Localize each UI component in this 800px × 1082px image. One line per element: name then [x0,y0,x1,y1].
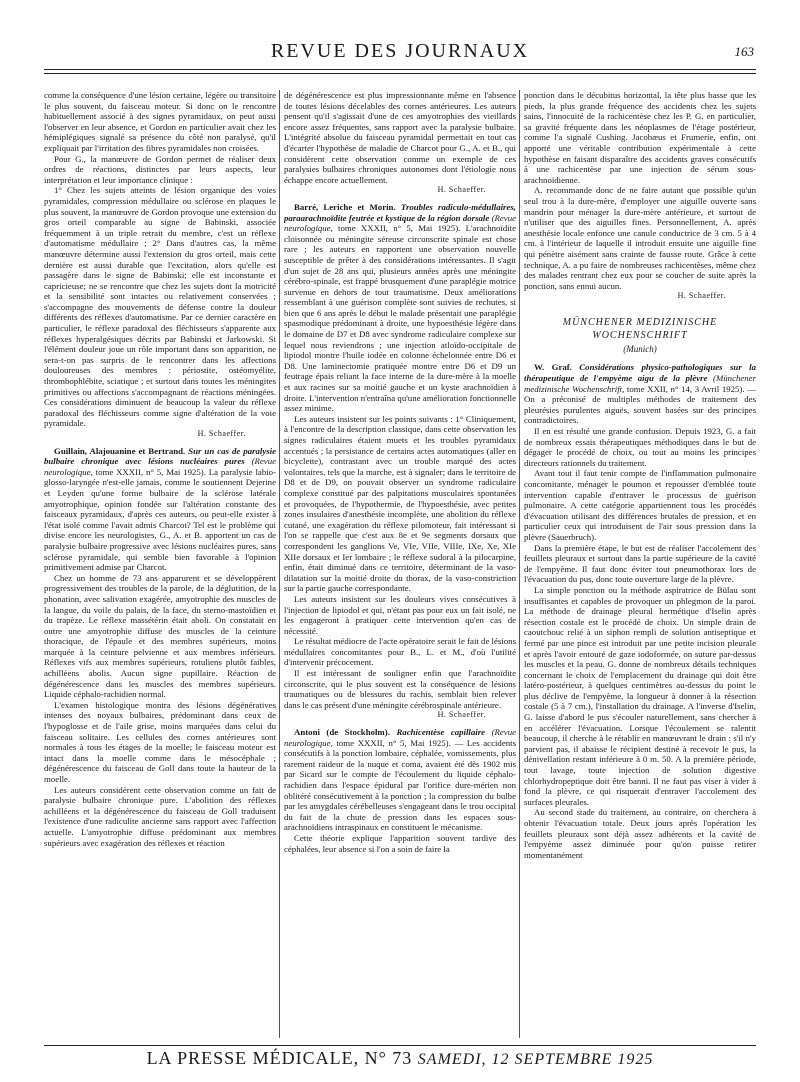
paragraph: Le résultat médiocre de l'acte opératoire serait le fait de lésions médullaires concomitantes pour B., L. et M., d'où l'utilité d'intervenir précocement. [284,636,516,668]
paragraph: de dégénérescence est plus impressionnante même en l'absence de toutes lésions décelables des cornes antérieures. Les auteurs pensent qu'il s'agissait d'une de ces amyotrophies des vieillards encore assez fréquentes, sans rapport avec la paralysie bulbaire. L'intégrité absolue du faisceau pyramidal permettait en tout cas d'écarter l'hypothèse de maladie de Charcot pour G., A. et B., qui considèrent cette observation comme un exemple de ces paralysies bulbaires chroniques autonomes dont l'étiologie nous échappe encore actuellement. [284,90,516,185]
entry-authors: Guillain, Alajouanine et Bertrand. [54,445,186,456]
column-2 [284,90,516,1038]
entry-source: (Revue neurologique, [284,212,516,234]
column-divider [519,90,520,1038]
entry-title: Considérations physico-pathologiques sur la thérapeutique de l'empyème aigu de la plèvre [524,362,756,384]
paragraph: ponction dans le décubitus horizontal, la tête plus basse que les pieds, la plus grande fréquence des accidents chez les sujets sains, l'innocuité de la rachicentèse chez les P. G. en particulier, sa gravité fréquente dans les néoplasmes de l'étage postérieur, comme l'a signalé Cushing. Jacobæus et Frumerie, enfin, ont apporté une véritable contribution expérimentale à cette hypothèse en faisant disparaître des accidents graves consécutifs à une rachicentèse par une injection de sérum sous-arachnoïdienne. [524,90,756,185]
journal-city: (Munich) [623,343,657,354]
page-number: 163 [734,44,754,59]
entry-title: Sur un cas de paralysie bulbaire chronique avec lésions nucléaires pures [44,445,276,467]
paragraph: Au second stade du traitement, au contraire, on cherchera à obtenir l'évacuation totale. Deux jours après l'opération les feuillets pleuraux sont déjà assez adhérents et la cavité de l'empyème assez diminuée pour qu'on puisse retirer momentanément [524,807,756,860]
entry-reference: tome XXXII, n° 5, Mai 1925). — [336,737,464,748]
paragraph: Les auteurs insistent sur les douleurs vives consécutives à l'injection de lipiodol et qui, n'étant pas pour eux un fait isolé, ne les engageront à pratiquer cette intervention qu'en cas de nécessité. [284,593,516,636]
paragraph: Avant tout il faut tenir compte de l'inflammation pulmonaire concomitante, ménager le poumon et repousser d'emblée toute intervention capable d'entraver le processus de guérison pulmonaire. A cette catégorie appartiennent tous les procédés d'évacuation utilisant des différences brutales de pression, et en particulier ceux qui introduisent de l'air sous pression dans la plèvre (Sauerbruch). [524,468,756,542]
review-entry [524,362,756,860]
entry-authors: Barré, Leriche et Morin. [294,201,396,212]
review-entry [284,727,516,854]
entry-title: Troubles radiculo-médullaires, paraarachnoïdite feutrée et kystique de la région dorsale [284,201,516,223]
entry-text: Les accidents consécutifs à la ponction lombaire, céphalée, vomissements, plus rarement raideur de la nuque et coma, avaient été dès 1902 mis par Sicard sur le compte de l'écoulement du liquide céphalo-rachidien dans l'espace épidural par l'orifice dure-mérien non oblitéré consécutivement à la ponction ; la compression du bulbe par les amygdales cérébelleuses s'engageant dans le trou occipital du fait de la chute de pression dans les espaces sous-arachnoïdiens intraspinaux en constituent le mécanisme. [284,737,516,833]
entry-reference: tome XXII, n° 14, 3 Avril 1925). — [626,383,756,394]
entry-text: L'arachnoïdite cloisonnée ou méningite séreuse circonscrite spinale est chose rare ; les auteurs en rapportent une observation nouvelle susceptible de prêter à des considérations intéressantes. Il s'agit d'un sujet de 28 ans qui, plusieurs années après une méningite cérébro-spinale, est frappé brusquement d'une paraplégie motrice survenue en dehors de tout traumatisme. Deux améliorations ressemblant à une guérison complète sont suivies de rechutes, si bien que 6 ans après le début le malade présentait une paraplégie spasmodique prédominant à droite, une hypoesthésie légère dans le domaine de D7 et D8 avec syndrome radiculaire complexe sur lequel nous reviendrons ; une injection atloïdo-occipitale de lipiodol montre l'huile iodée en colonne échelonnée entre D6 et D8. Une laminectomie pratiquée montre entre D6 et D9 un feutrage épais reliant la face interne de la dure-mère à la moelle et aux racines sur sa moitié gauche et un kyste arachnoïdien à droite. L'intervention n'entraîna qu'une amélioration fonctionnelle assez minime. [284,223,516,414]
paragraph: La simple ponction ou la méthode aspiratrice de Bülau sont insuffisantes et capables de provoquer un phlegmon de la paroi. La méthode de drainage pleural hermétique d'Iselin après résection costale est le procédé de choix. Un simple drain de caoutchouc relié à un siphon rempli de solution antiseptique et fermé par une pince est introduit par une petite incision pleurale et après l'avoir entouré de gaze iodoformée, on suture par-dessus les muscles et la peau. G. donne de nombreux détails techniques concernant le choix de l'emplacement du drainage qui doit être latéro-postérieur, à quelques centimètres au-dessus du point le plus déclive de l'empyème, la longueur à donner à la résection costale (5 à 7 cm.), l'installation du drainage. A l'inverse d'Iselin, G. laisse d'abord le pus s'écouler naturellement, sans chercher à en accélérer l'évacuation. Lorsque l'écoulement se ralentit beaucoup, il cherche à le rétablir en manœuvrant le drain : s'il n'y parvient pas, il abaisse le récipient destiné à recevoir le pus, la dénivellation restant inférieure à 0 m. 50. A la première période, tout lavage, toute injection de solution digestive chlorhydropeptique doit être banni. Il ne faut pas viser à vider à fond la plèvre, ce qui risquerait d'entraver l'accolement des surfaces pleurales. [524,584,756,807]
entry-source: (Münchener medizinische Wochenschrift, [524,373,756,394]
footer-publication: LA PRESSE MÉDICALE, [146,1048,360,1068]
footer-date: SAMEDI, 12 SEPTEMBRE 1925 [417,1051,654,1068]
paragraph: comme la conséquence d'une lésion certaine, légère ou transitoire le plus souvent, du faisceau moteur. Si donc on le rencontre habituellement associé à des signes pyramidaux, on peut aussi l'observer en leur absence, et Gordon en particulier avait chez les hémiplégiques signalé sa présence du côté non paralysé, qu'il expliquait par l'irritation des fibres pyramidales non croisées. [44,90,276,153]
footer [0,1048,800,1069]
review-entry [44,446,276,849]
paragraph: Il en est résulté une grande confusion. Depuis 1923, G. a fait de nombreux essais thérapeutiques méthodiques dans le but de dégager le procédé de choix, ou tout au moins les principes directeurs rationnels du traitement. [524,426,756,468]
paragraph: Les auteurs considèrent cette observation comme un fait de paralysie bulbaire chronique pure. L'abolition des réflexes achilléens et la dégénérescence du faisceau de Goll traduisent l'existence d'une radiculite ancienne sans rapport avec l'affection actuelle. L'amyotrophie diffuse prédominant aux membres supérieurs avec exagération des réflexes et réaction [44,784,276,848]
paragraph: 1° Chez les sujets atteints de lésion organique des voies pyramidales, compression médullaire ou sclérose en plaques le plus souvent, la manœuvre de Gordon provoque une extension du gros orteil comparable au signe de Babinski, associée fréquemment à un triple retrait du membre, c'est un réflexe d'automatisme médullaire ; 2° Dans d'autres cas, la même manœuvre détermine aussi l'extension du gros orteil, mais cette dernière est aussi durable que l'excitation, alors qu'elle est passagère dans le signe de Babinski; elle est inconstante et capricieuse; ne se rencontre que chez les sujets dont la motricité et la sensibilité sont intactes ou relativement conservées ; s'accompagne des mouvements de défense contre la douleur différents des réflexes d'automatisme. Par ce dernier caractère en particulier, le réflexe paradoxal des fléchisseurs s'apparente aux réflexes hyperalgésiques décrits par Babinski et Jarkowski. Si l'élément douleur joue un rôle important dans son apparition, ne sera-t-on pas surpris de le rencontrer dans les affections douloureuses des membres : périostite, ostéomyélite, thrombophlébite, sciatique ; et surtout dans toutes les méningites primitives ou affections s'accompagnant de réactions méningées. Ces considérations diminuent de beaucoup la valeur du réflexe paradoxal des fléchisseurs comme signe d'altération de la voie pyramidale. [44,185,276,429]
paragraph: Dans la première étape, le but est de réaliser l'accolement des feuillets pleuraux et surtout dans la partie supérieure de la cavité de l'empyème. Il faut donc éviter tout pneumothorax lors de l'évacuation du pus, donc toute ouverture large de la plèvre. [524,542,756,585]
paragraph: Il est intéressant de souligner enfin que l'arachnoïdite circonscrite, qui le plus souvent est la conséquence de lésions traumatiques ou de blessures du rachis, semblait bien relever dans le cas présent d'une méningite cérébrospinale antérieure. [284,668,516,710]
entry-title: Rachicentèse capillaire [396,727,486,738]
footer-issue: N° 73 [364,1048,413,1068]
paragraph: A. recommande donc de ne faire autant que possible qu'un seul trou à la dure-mère, d'employer une aiguille ouverte sans mandrin pour ménager la dure-mère antérieure, et surtout de n'utiliser que des aiguilles fines. Personnellement, A. après anesthésie locale enfonce une canule conductrice de 3 cm. 5 à 4 cm. à l'intérieur de laquelle il introduit ensuite une aiguille fine qui pénètre aisément sans crainte de fausse route. Grâce à cette technique, A. a pu faire de nombreuses rachicentèses, même chez des malades rentrant chez eux pour se coucher de suite après la ponction, sans ennui aucun. [524,185,756,291]
column-3 [524,90,756,1038]
paragraph: Cette théorie explique l'apparition souvent tardive des céphalées, leur absence si l'on a soin de faire la [284,832,516,854]
entry-text: La paralysie labio-glosso-laryngée n'est-elle jamais, comme le soutiennent Dejerine et Leyden qu'une forme bulbaire de la sclérose latérale amyotrophique, opinion fondée sur l'altération constante des faisceaux pyramidaux, d'après ces auteurs, ou peut-elle exister à l'état isolé comme l'avait admis Charcot? Tel est le problème qui divise encore les neurologistes, G., A. et B. apportent un cas de paralysie bulbaire progressive avec lésions nucléaires pures, sans sclérose pyramidale, qui semble bien favorable à l'opinion primitivement admise par Charcot. [44,466,276,573]
paragraph: Chez un homme de 73 ans apparurent et se développèrent progressivement des troubles de la parole, de la déglutition, de la phonation, avec salivation exagérée, amyotrophie des muscles de la langue, du voile du palais, de la face, du sterno-mastoïdien et du trapèze. Le réflexe massétérin était aboli. On constatait en outre une amyotrophie diffuse des muscles de la ceinture thoracique, de l'épaule et des membres supérieurs, moins marquée à la ceinture pelvienne et aux membres inférieurs. Réflexes vifs aux membres supérieurs, rotuliens plutôt faibles, achilléens abolis. Aucun signe pupillaire. Réaction de dégénérescence dans les muscles des membres supérieurs. Liquide céphalo-rachidien normal. [44,572,276,700]
journal-heading: MÜNCHENER MEDIZINISCHE WOCHENSCHRIFT [562,316,718,341]
running-head: REVUE DES JOURNAUX [270,40,530,62]
entry-reference: tome XXXII, n° 5, Mai 1925). [95,466,206,477]
header-rule-thin [44,73,756,74]
signature: H. Schaeffer. [437,710,486,720]
paragraph: L'examen histologique montra des lésions dégénératives intenses des noyaux bulbaires, prédominant dans ceux de l'hypoglosse et de l'aile grise, moins marquées dans celui du faisceau solitaire. Les cellules des cornes antérieures sont normales à tous les étages de la moelle; le faisceau moteur est intact dans la moelle comme dans le mésocéphale ; dégénérescence du faisceau de Goll dans toute la hauteur de la moelle. [44,699,276,784]
column-divider [279,90,280,1038]
entry-source: (Revue neurologique, [44,456,276,477]
signature: H. Schaeffer. [197,429,246,438]
paragraph: Les auteurs insistent sur les points suivants : 1° Cliniquement, à l'encontre de la description classique, dans cette observation les signes radiculaires étaient muets et les troubles pyramidaux accentués ; la persistance de certains actes automatiques (aller en bicyclette), contrastant avec un trouble marqué des actes volontaires, tels que la marche, est à signaler; dans le territoire de D8 et de D9, on pouvait observer un syndrome radiculaire complexe constitué par des palpitations musculaires spontanées et provoquées, de l'hypothermie, de l'hypoesthésie, avec petites zones insulaires d'anesthésie incomplète, une abolition du réflexe cutané, une exagération du réflexe pilomoteur, fait intéressant si l'on se rappelle que c'est aux 8e et 9e segments dorsaux que correspondent les ganglions Ve, VIe, VIIe, VIIIe, IXe, Xe, XIe XIIe dorsaux et Ier lombaire ; le réflexe sudoral à la pilocarpine, enfin, était diminué dans ce territoire, déterminant de la vaso-dilatation sur la moitié droite du thorax, de la vaso-constriction sur la partie gauche correspondante. [284,413,516,594]
column-1 [44,90,276,1038]
paragraph: Pour G., la manœuvre de Gordon permet de réaliser deux ordres de réactions, distinctes par leurs aspects, leur interprétation et leur importance clinique : [44,153,276,185]
entry-reference: tome XXXII, n° 5, Mai 1925). [338,223,461,234]
footer-rule [44,1045,756,1046]
review-entry [284,202,516,721]
entry-text: On a préconisé de multiples méthodes de traitement des pleurésies purulentes aiguës, souvent basées sur des principes contradictoires. [524,394,756,426]
header-rule [44,69,756,70]
entry-authors: W. Graf. [534,362,572,373]
signature: H. Schaeffer. [437,185,486,195]
entry-source: (Revue neurologique, [284,727,516,748]
entry-authors: Antoni (de Stockholm). [294,727,390,738]
signature: H. Schaeffer. [677,291,726,301]
